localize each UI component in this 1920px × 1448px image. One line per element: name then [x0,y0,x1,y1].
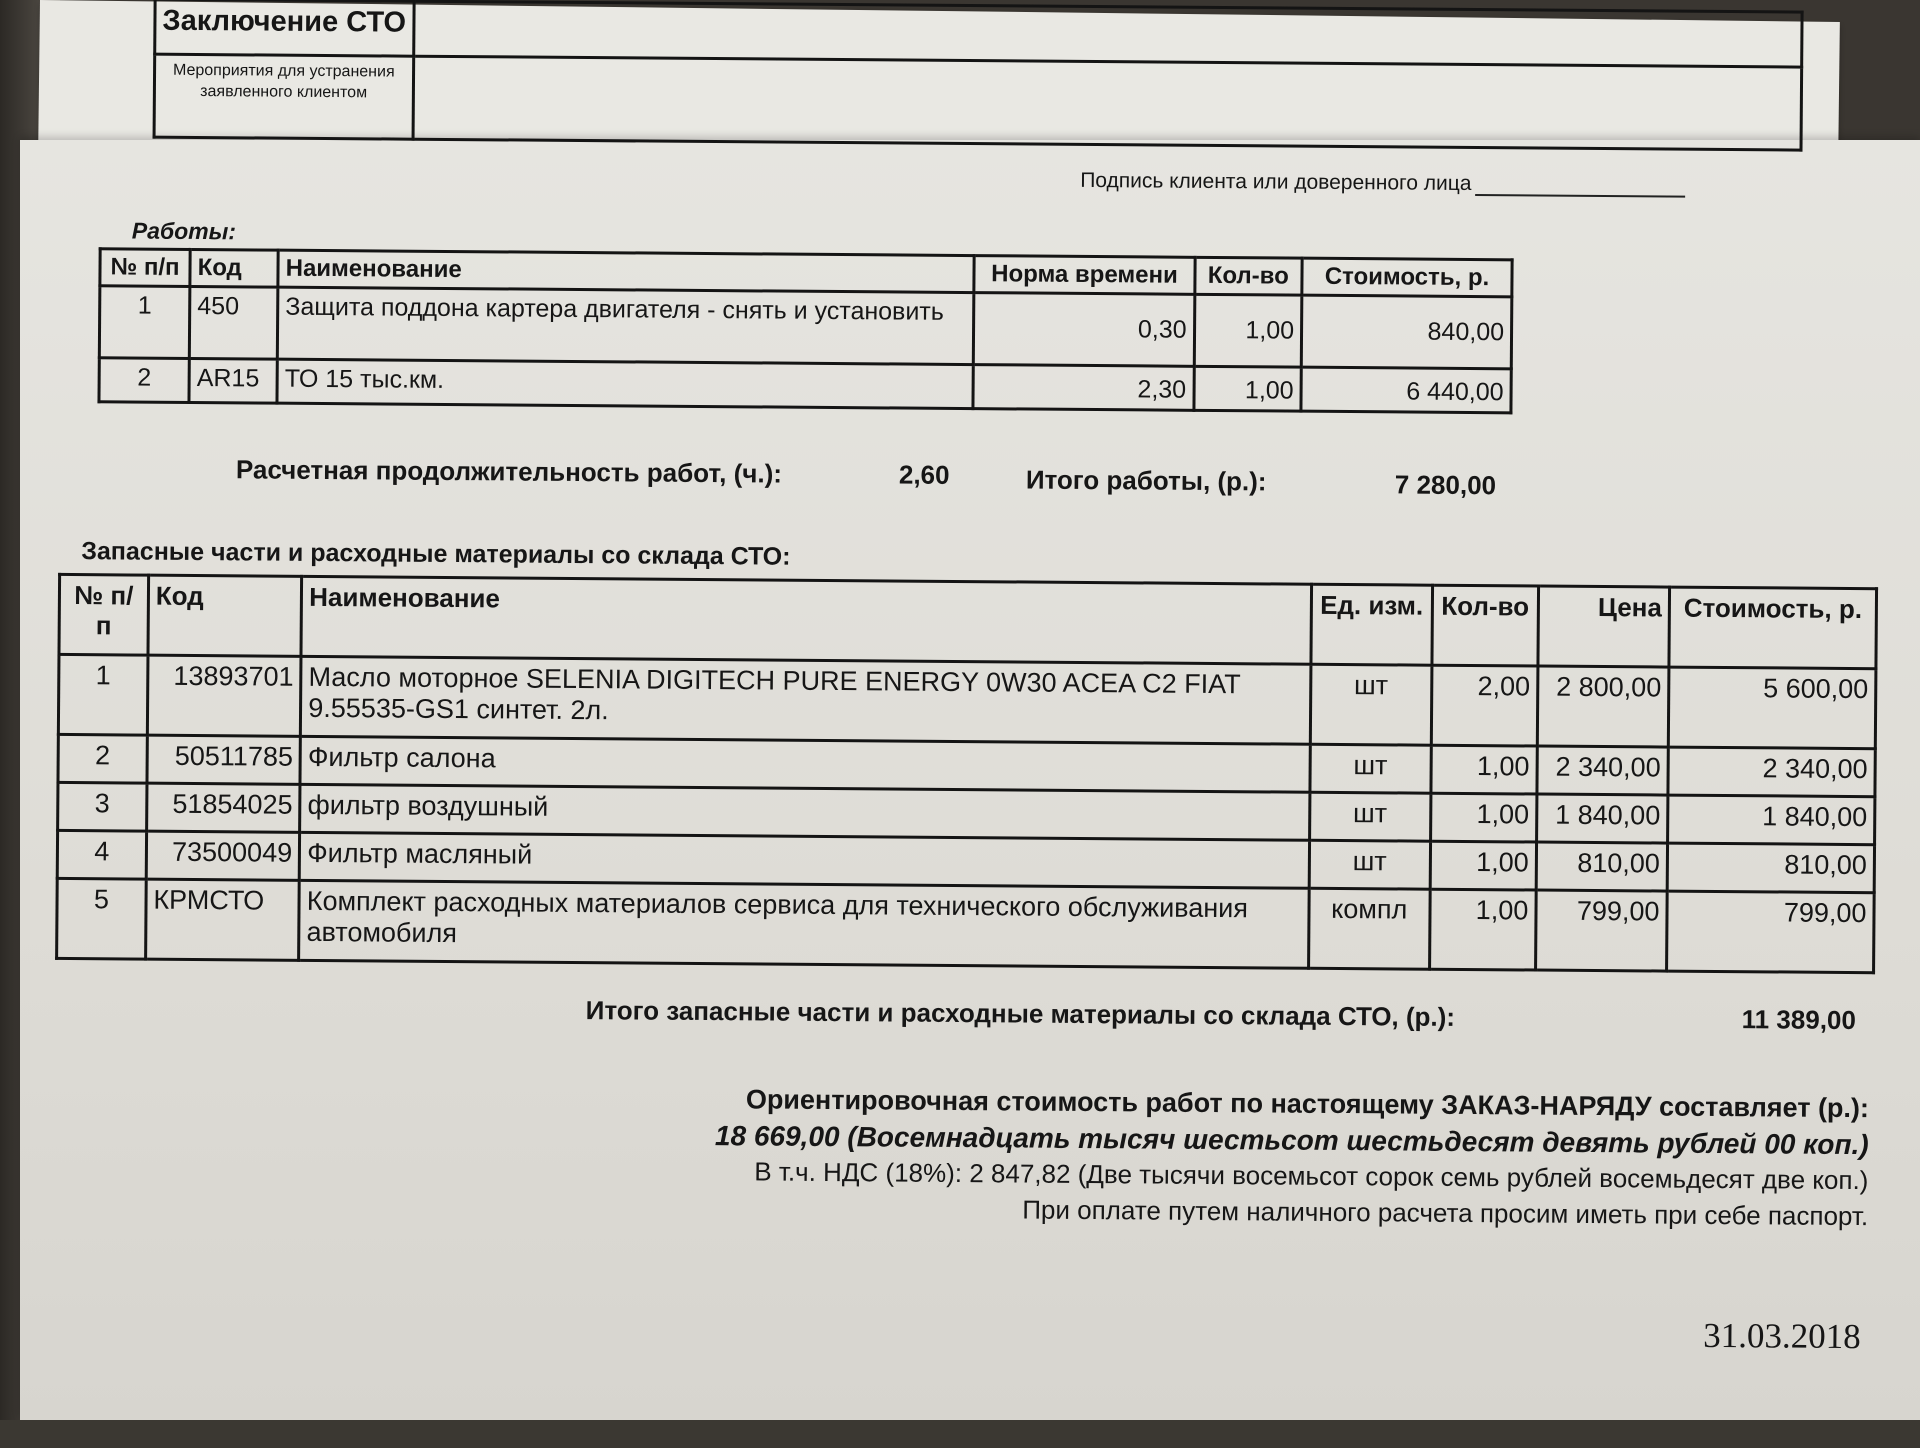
header-cost: Стоимость, р. [1669,587,1877,669]
row-cost: 799,00 [1667,891,1875,973]
header-price: Цена [1538,586,1670,667]
row-qty: 1,00 [1431,745,1537,794]
row-num: 5 [57,878,146,959]
row-name: Фильтр салона [300,736,1310,792]
row-num: 1 [58,654,147,735]
row-cost: 1 840,00 [1668,795,1875,845]
row-qty: 1,00 [1430,793,1536,842]
row-name: Масло моторное SELENIA DIGITECH PURE ENERGY 0W30 ACEA C2 FIAT 9.55535-GS1 синтет. 2л. [301,656,1311,744]
row-num: 4 [57,830,146,879]
header-num: № п/п [100,249,190,287]
payment-note: При оплате путем наличного расчета просим иметь при себе паспорт. [1022,1194,1869,1232]
works-total-label: Итого работы, (р.): [1025,464,1267,497]
row-price: 2 800,00 [1537,666,1669,747]
header-qty: Кол-во [1194,257,1302,295]
estimate-line: Ориентировочная стоимость работ по настоящему ЗАКАЗ-НАРЯДУ составляет (р.): [745,1084,1870,1124]
header-code: Код [190,249,278,287]
row-unit: шт [1310,744,1431,793]
row-name: Фильтр масляный [299,832,1309,888]
vat-line: В т.ч. НДС (18%): 2 847,82 (Две тысячи восемьсот сорок семь рублей восемьдесят две коп.) [754,1156,1869,1196]
row-price: 1 840,00 [1536,794,1668,843]
works-caption: Работы: [131,217,237,245]
row-num: 2 [99,358,189,403]
document-date: 31.03.2018 [1703,1315,1861,1357]
header-name: Наименование [301,576,1311,664]
estimate-amount: 18 669,00 (Восемнадцать тысяч шестьсот шестьдесят девять рублей 00 коп.) [714,1120,1869,1161]
row-qty: 1,00 [1430,841,1536,890]
row-unit: шт [1309,840,1430,889]
row-norm: 0,30 [974,293,1195,367]
row-qty: 1,00 [1194,294,1302,367]
parts-total-value: 11 389,00 [1741,1004,1857,1036]
row-price: 2 340,00 [1537,746,1669,795]
row-norm: 2,30 [973,365,1193,411]
row-unit: шт [1310,664,1432,745]
row-unit: шт [1309,792,1430,841]
works-table [97,247,1513,414]
row-name: ТО 15 тыс.км. [277,359,974,408]
row-unit: компл [1308,888,1430,969]
row-name: фильтр воздушный [300,784,1310,840]
row-code: 450 [189,286,278,359]
header-name: Наименование [278,250,975,292]
works-total-value: 7 280,00 [1394,469,1497,501]
row-price: 799,00 [1535,890,1667,971]
table-row [99,286,1512,369]
header-num: № п/п [59,574,148,655]
row-name: Защита поддона картера двигателя - снять и установить [277,287,974,364]
table-row [58,654,1876,748]
conclusion-title: Заключение СТО [155,0,414,56]
row-cost: 2 340,00 [1668,747,1875,797]
row-code: 50511785 [147,735,301,784]
row-code: 13893701 [147,655,301,736]
row-cost: 5 600,00 [1668,667,1876,749]
row-qty: 2,00 [1431,665,1538,746]
parts-total-label: Итого запасные части и расходные материалы со склада СТО, (р.): [585,995,1456,1032]
conclusion-table [153,0,1804,152]
row-qty: 1,00 [1429,889,1536,970]
parts-caption: Запасные части и расходные материалы со склада СТО: [81,537,791,571]
row-code: КРМСТО [145,879,299,960]
row-num: 3 [58,782,147,831]
header-unit: Ед. изм. [1311,584,1433,665]
row-num: 2 [58,734,147,783]
duration-value: 2,60 [898,459,950,490]
row-code: 51854025 [146,783,300,832]
parts-header-row [59,574,1877,668]
measures-value [413,56,1802,150]
row-code: AR15 [189,358,277,403]
row-num: 1 [99,286,190,359]
row-code: 73500049 [146,831,300,880]
signature-line [1475,174,1685,198]
header-cost: Стоимость, р. [1302,258,1512,297]
row-price: 810,00 [1536,842,1668,891]
row-qty: 1,00 [1193,366,1301,411]
row-cost: 810,00 [1667,843,1874,893]
measures-label: Мероприятия для устранения заявленного клиентом [154,54,413,139]
duration-label: Расчетная продолжительность работ, (ч.): [235,454,783,489]
row-name: Комплект расходных материалов сервиса для технического обслуживания автомобиля [299,880,1309,968]
row-cost: 840,00 [1301,295,1512,369]
signature-field [1080,169,1685,198]
table-row [57,878,1875,972]
header-qty: Кол-во [1432,585,1539,666]
row-cost: 6 440,00 [1301,367,1511,413]
signature-label: Подпись клиента или доверенного лица [1080,168,1472,196]
parts-table [55,573,1878,974]
header-code: Код [148,575,302,656]
header-norm: Норма времени [974,256,1194,295]
